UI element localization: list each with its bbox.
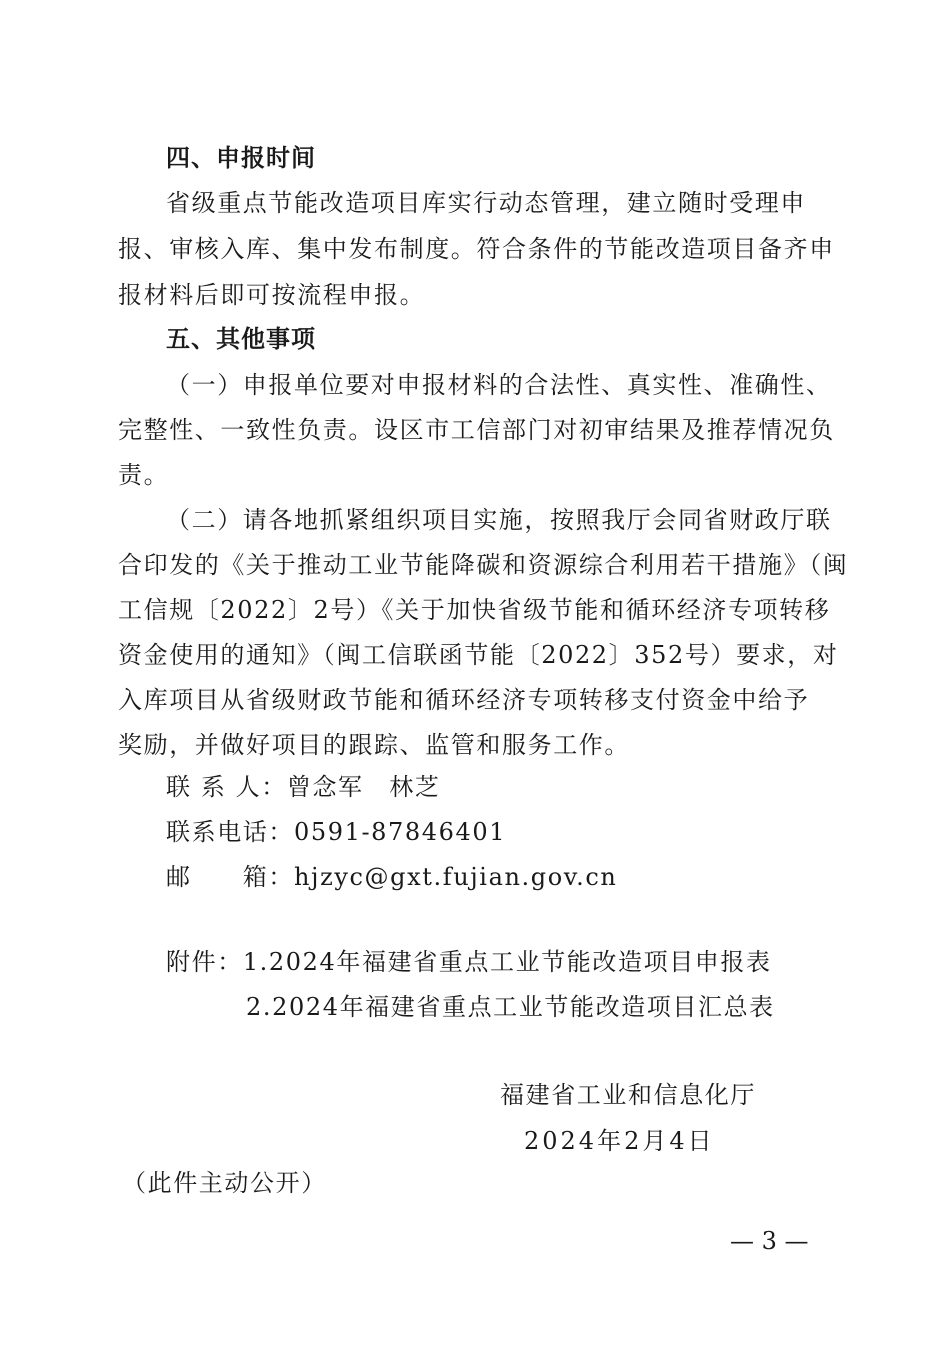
signature-date: 2024年2月4日 — [524, 1127, 715, 1155]
paragraph-line: （二）请各地抓紧组织项目实施，按照我厅会同省财政厅联 — [166, 506, 832, 534]
paragraph-line: 省级重点节能改造项目库实行动态管理，建立随时受理申 — [166, 189, 806, 217]
disclosure-note: （此件主动公开） — [122, 1169, 327, 1197]
attachment-item-1: 1.2024年福建省重点工业节能改造项目申报表 — [242, 948, 772, 976]
contact-phone — [166, 817, 506, 847]
contact-email-value: hjzyc@gxt.fujian.gov.cn — [294, 863, 618, 891]
paragraph-line: 合印发的《关于推动工业节能降碳和资源综合利用若干措施》（闽 — [118, 551, 849, 579]
attachments — [166, 947, 772, 977]
paragraph-line: 工信规〔2022〕2号）《关于加快省级节能和循环经济专项转移 — [118, 596, 831, 624]
contact-email-label: 邮 箱： — [166, 863, 294, 891]
contact-phone-label: 联系电话： — [166, 818, 294, 846]
paragraph-line: 入库项目从省级财政节能和循环经济专项转移支付资金中给予 — [118, 686, 810, 714]
contact-person-value: 曾念军 林芝 — [286, 773, 441, 801]
paragraph-line: 报材料后即可按流程申报。 — [118, 281, 426, 309]
page-number: — 3 — — [730, 1227, 809, 1255]
contact-email — [166, 862, 617, 892]
contact-phone-value: 0591-87846401 — [294, 818, 507, 846]
attachment-item-2: 2.2024年福建省重点工业节能改造项目汇总表 — [246, 993, 775, 1021]
paragraph-line: 报、审核入库、集中发布制度。符合条件的节能改造项目备齐申 — [118, 235, 835, 263]
paragraph-line: 资金使用的通知》（闽工信联函节能〔2022〕352号）要求，对 — [118, 641, 839, 669]
signature-org: 福建省工业和信息化厅 — [500, 1081, 756, 1109]
paragraph-line: （一）申报单位要对申报材料的合法性、真实性、准确性、 — [166, 371, 832, 399]
attachments-label: 附件： — [166, 948, 243, 976]
paragraph-line: 责。 — [118, 461, 170, 489]
paragraph-line: 奖励，并做好项目的跟踪、监管和服务工作。 — [118, 731, 630, 759]
section-heading-5: 五、其他事项 — [166, 325, 316, 353]
contact-person — [166, 772, 440, 802]
contact-person-label: 联 系 人： — [166, 773, 287, 801]
paragraph-line: 完整性、一致性负责。设区市工信部门对初审结果及推荐情况负 — [118, 416, 835, 444]
section-heading-4: 四、申报时间 — [166, 144, 316, 172]
